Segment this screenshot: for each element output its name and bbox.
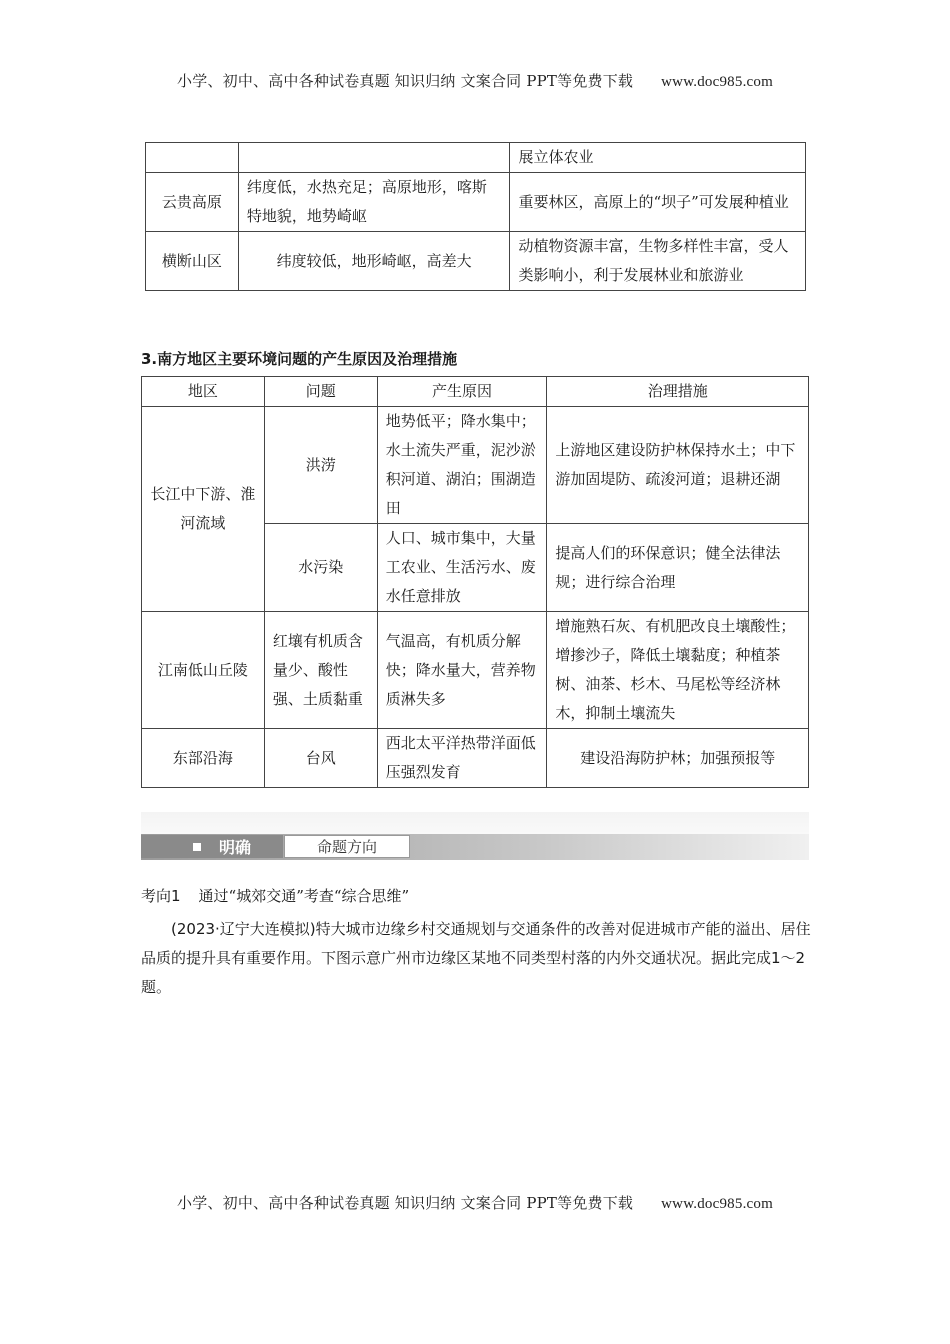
table-row — [146, 173, 806, 232]
table-cell: 提高人们的环保意识；健全法律法规；进行综合治理 — [547, 524, 809, 612]
table-cell — [146, 143, 239, 173]
region-features-table — [145, 142, 806, 291]
banner-light-label: 命题方向 — [284, 835, 410, 858]
environment-problems-table — [141, 376, 809, 788]
table-cell — [238, 143, 510, 173]
header-site: www.doc985.com — [661, 74, 773, 90]
table-cell: 地势低平；降水集中；水土流失严重，泥沙淤积河道、湖泊；围湖造田 — [377, 407, 547, 524]
table-cell: 云贵高原 — [146, 173, 239, 232]
banner-dark-label — [141, 835, 283, 858]
header-cell: 问题 — [264, 377, 377, 407]
footer-site: www.doc985.com — [661, 1196, 773, 1212]
table-cell: 纬度低，水热充足；高原地形，喀斯特地貌，地势崎岖 — [238, 173, 510, 232]
table-cell: 动植物资源丰富，生物多样性丰富，受人类影响小，利于发展林业和旅游业 — [510, 232, 806, 291]
table-row — [146, 232, 806, 291]
footer-text: 小学、初中、高中各种试卷真题 知识归纳 文案合同 PPT等免费下载 — [177, 1194, 634, 1212]
table-cell: 横断山区 — [146, 232, 239, 291]
table-cell: 重要林区，高原上的“坝子”可发展种植业 — [510, 173, 806, 232]
table-header-row — [142, 377, 809, 407]
table-cell: 西北太平洋热带洋面低压强烈发育 — [377, 729, 547, 788]
section-title: 3.南方地区主要环境问题的产生原因及治理措施 — [141, 350, 458, 368]
header-cell: 地区 — [142, 377, 265, 407]
page-header — [0, 70, 950, 91]
table-cell: 人口、城市集中，大量工农业、生活污水、废水任意排放 — [377, 524, 547, 612]
table-row — [142, 407, 809, 524]
header-text: 小学、初中、高中各种试卷真题 知识归纳 文案合同 PPT等免费下载 — [177, 72, 634, 90]
direction-heading — [141, 885, 409, 906]
table-cell: 长江中下游、淮河流域 — [142, 407, 265, 612]
table-cell: 水污染 — [264, 524, 377, 612]
table-cell: 台风 — [264, 729, 377, 788]
table-cell: 洪涝 — [264, 407, 377, 524]
table-cell: 红壤有机质含量少、酸性强、土质黏重 — [264, 612, 377, 729]
page-footer — [0, 1192, 950, 1213]
table-cell: 上游地区建设防护林保持水土；中下游加固堤防、疏浚河道；退耕还湖 — [547, 407, 809, 524]
header-cell: 治理措施 — [547, 377, 809, 407]
table-row — [142, 612, 809, 729]
table-cell: 建设沿海防护林；加强预报等 — [547, 729, 809, 788]
table-cell: 增施熟石灰、有机肥改良土壤酸性；增掺沙子，降低土壤黏度；种植茶树、油茶、杉木、马尾松等经济林木，抑制土壤流失 — [547, 612, 809, 729]
direction-label: 考向1 — [141, 887, 181, 905]
table-row — [146, 143, 806, 173]
question-paragraph: (2023·辽宁大连模拟)特大城市边缘乡村交通规划与交通条件的改善对促进城市产能的溢出、居住品质的提升具有重要作用。下图示意广州市边缘区某地不同类型村落的内外交通状况。据此完成1～2题。 — [141, 920, 811, 996]
table-cell: 气温高，有机质分解快；降水量大，营养物质淋失多 — [377, 612, 547, 729]
table-row — [142, 729, 809, 788]
direction-title: 通过“城郊交通”考查“综合思维” — [198, 887, 410, 905]
table-cell: 东部沿海 — [142, 729, 265, 788]
banner-dark-text: 明确 — [219, 838, 252, 857]
table-cell: 展立体农业 — [510, 143, 806, 173]
table-cell: 江南低山丘陵 — [142, 612, 265, 729]
section-banner — [141, 812, 809, 860]
table-cell: 纬度较低，地形崎岖，高差大 — [238, 232, 510, 291]
header-cell: 产生原因 — [377, 377, 547, 407]
square-icon — [193, 843, 201, 851]
